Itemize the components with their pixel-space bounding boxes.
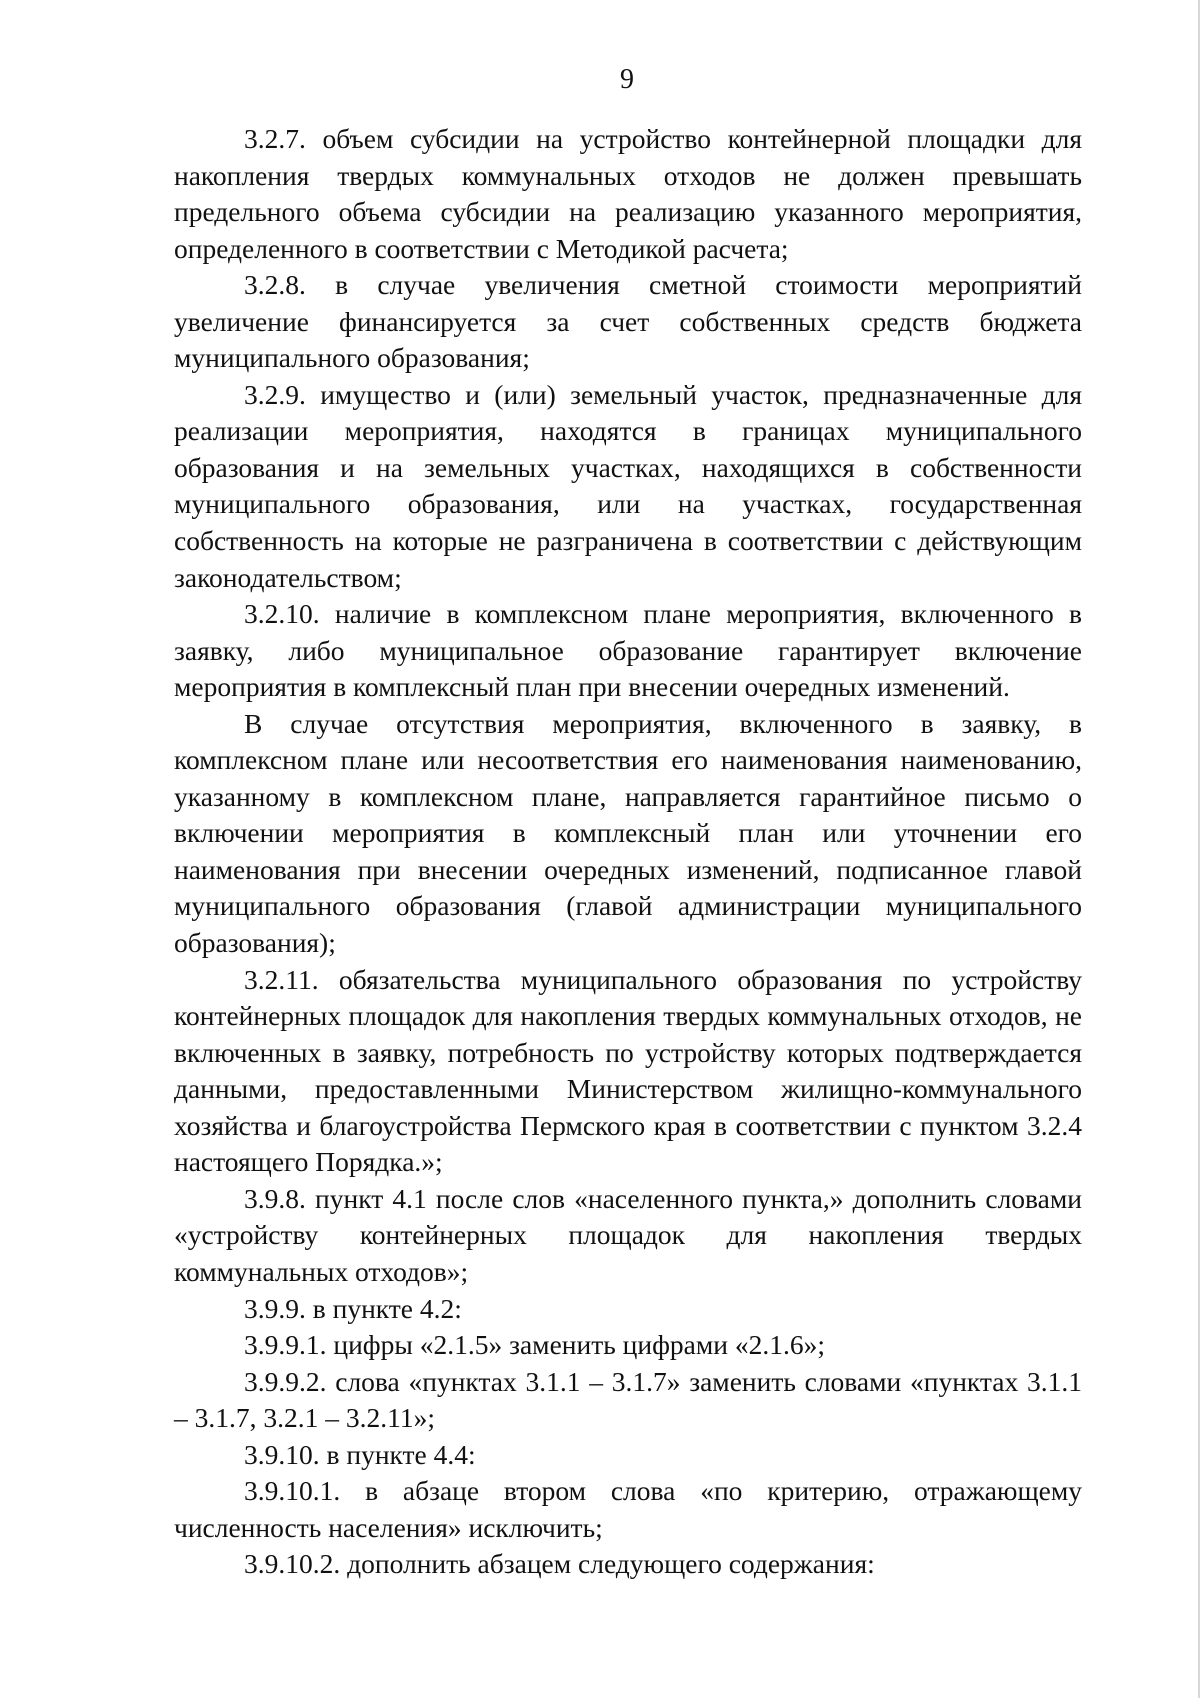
paragraph-3-2-8: 3.2.8. в случае увеличения сметной стоимости мероприятий увеличение финансируется за счет собственных средств бюджета муниципального образования; bbox=[174, 269, 1082, 374]
paragraph-3-9-10-1: 3.9.10.1. в абзаце втором слова «по критерию, отражающему численность населения» исключить; bbox=[174, 1475, 1082, 1543]
paragraph-3-2-11: 3.2.11. обязательства муниципального образования по устройству контейнерных площадок для накопления твердых коммунальных отходов, не включенных в заявку, потребность по устройству которых подтверждается данными, предоставленными Министерством жилищно-коммунального хозяйства и благоустройства Пермского края в соответствии с пунктом 3.2.4 настоящего Порядка.»; bbox=[174, 963, 1082, 1178]
paragraph-3-2-10: 3.2.10. наличие в комплексном плане мероприятия, включенного в заявку, либо муниципальное образование гарантирует включение мероприятия в комплексный план при внесении очередных изменений. bbox=[174, 598, 1082, 703]
paragraph-3-9-8: 3.9.8. пункт 4.1 после слов «населенного пункта,» дополнить словами «устройству контейнерных площадок для накопления твердых коммунальных отходов»; bbox=[174, 1182, 1082, 1287]
page-number: 9 bbox=[620, 64, 634, 95]
paragraph-3-9-10: 3.9.10. в пункте 4.4: bbox=[244, 1438, 476, 1470]
document-body bbox=[174, 121, 1082, 1583]
paragraph-3-9-9-2: 3.9.9.2. слова «пунктах 3.1.1 – 3.1.7» заменить словами «пунктах 3.1.1 – 3.1.7, 3.2.1 – 3.2.11»; bbox=[174, 1365, 1082, 1434]
paragraph-3-9-9-1: 3.9.9.1. цифры «2.1.5» заменить цифрами «2.1.6»; bbox=[244, 1329, 825, 1361]
paragraph-guarantee-letter: В случае отсутствия мероприятия, включенного в заявку, в комплексном плане или несоответствия его наименования наименованию, указанному в комплексном плане, направляется гарантийное письмо о включении мероприятия в комплексный план или уточнении его наименования при внесении очередных изменений, подписанное главой муниципального образования (главой администрации муниципального образования); bbox=[174, 707, 1082, 959]
paragraph-3-9-10-2: 3.9.10.2. дополнить абзацем следующего содержания: bbox=[244, 1548, 875, 1580]
paragraph-3-2-9: 3.2.9. имущество и (или) земельный участок, предназначенные для реализации мероприятия, находятся в границах муниципального образования и на земельных участках, находящихся в собственности муниципального образования, или на участках, государственная собственность на которые не разграничена в соответствии с действующим законодательством; bbox=[174, 378, 1082, 593]
paragraph-3-9-9: 3.9.9. в пункте 4.2: bbox=[244, 1292, 462, 1324]
paragraph-3-2-7: 3.2.7. объем субсидии на устройство контейнерной площадки для накопления твердых коммунальных отходов не должен превышать предельного объема субсидии на реализацию указанного мероприятия, определенного в соответствии с Методикой расчета; bbox=[174, 123, 1082, 264]
